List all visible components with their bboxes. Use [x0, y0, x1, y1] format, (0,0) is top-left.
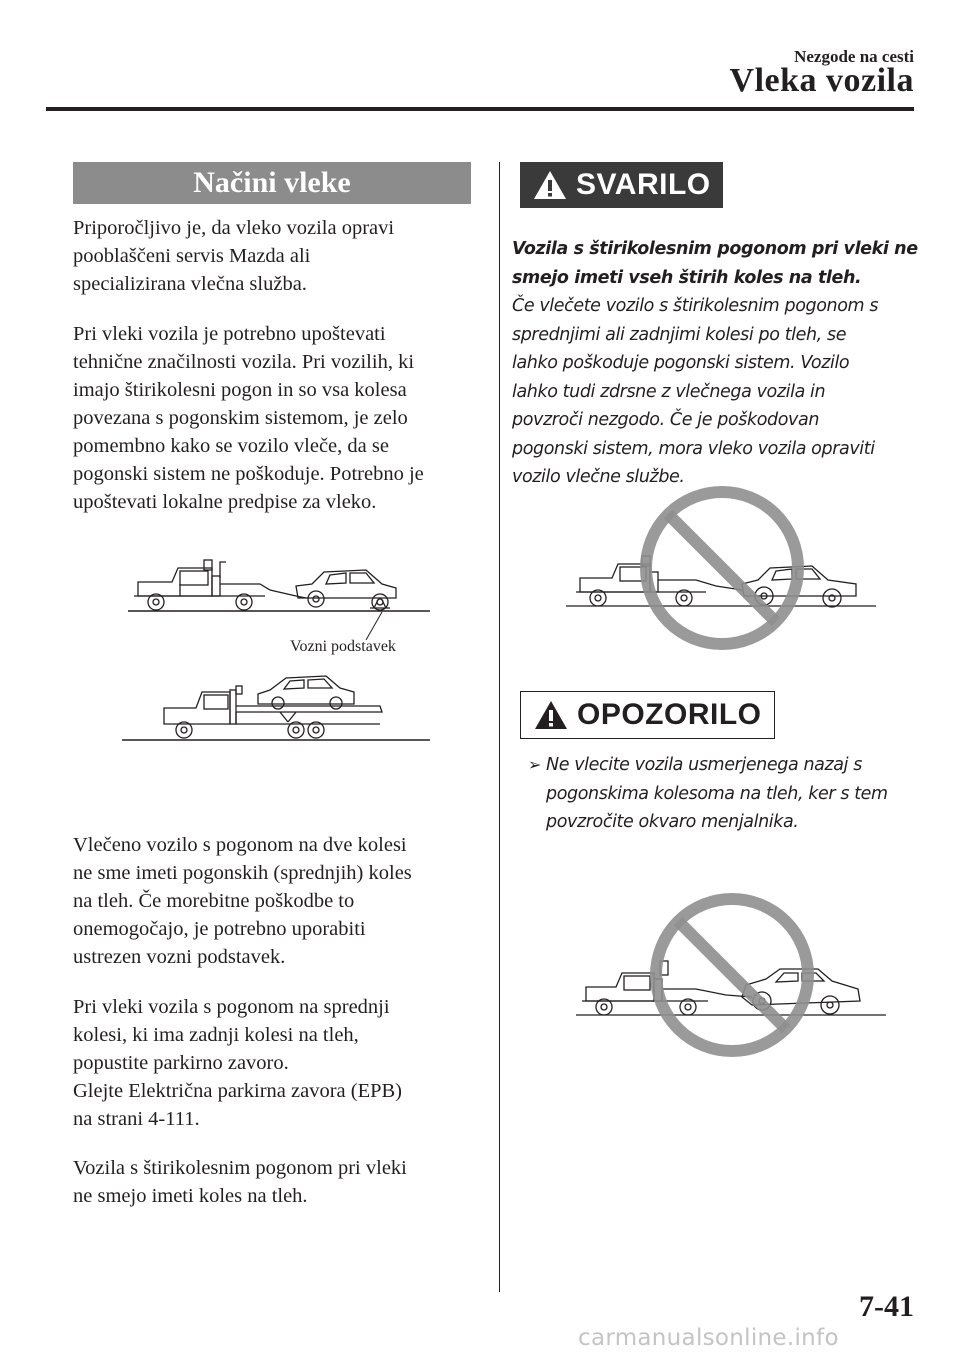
illustration-caption: Vozni podstavek: [290, 638, 396, 655]
chapter-label: Nezgode na cesti: [794, 47, 914, 66]
prohibited-tow-illustration-1: [566, 480, 878, 656]
caution-label: OPOZORILO: [577, 698, 762, 731]
caution-text: Ne vlecite vozila usmerjenega nazaj s pogonskima kolesoma na tleh, ker s tem povzročite okvaro menjalnika.: [546, 755, 888, 832]
warning-triangle-icon: [532, 169, 568, 201]
header-divider: [46, 107, 914, 111]
warning-body: Če vlečete vozilo s štirikolesnim pogonom s sprednjimi ali zadnjimi kolesi po tleh, se lahko poškoduje pogonski sistem. Vozilo lahko tudi zdrsne z vlečnega vozila in povzroči nezgodo. Če je poškodovan pogonski sistem, mora vleko vozila opraviti vozilo vlečne službe.: [512, 296, 879, 487]
flatbed-illustration: [120, 670, 432, 746]
paragraph-intro: Priporočljivo je, da vleko vozila opravi pooblaščeni servis Mazda ali specializirana vlečna služba.: [73, 217, 395, 295]
page-title: Vleka vozila: [729, 62, 914, 99]
page-number: 7-41: [859, 1290, 914, 1323]
paragraph-four-wheel: Vozila s štirikolesnim pogonom pri vleki ne smejo imeti koles na tleh.: [73, 1157, 407, 1207]
paragraph-two-wheel: Vlečeno vozilo s pogonom na dve kolesi ne sme imeti pogonskih (sprednjih) koles na tleh. Če morebitne poškodbe to onemogočajo, je potrebno uporabiti ustrezen vozni podstavek.: [73, 834, 412, 968]
caution-banner: [520, 691, 775, 739]
paragraph-technical: Pri vleki vozila je potrebno upoštevati tehnične značilnosti vozila. Pri vozilih, ki imajo štirikolesni pogon in so vsa kolesa povezana s pogonskim sistemom, je zelo pomembno kako se vozilo vleče, da se pogonski sistem ne poškoduje. Potrebno je upoštevati lokalne predpise za vleko.: [73, 323, 424, 513]
tow-dolly-illustration: [120, 548, 432, 648]
warning-label: SVARILO: [576, 168, 711, 201]
prohibited-sign-icon: [656, 899, 808, 1051]
warning-triangle-icon: [533, 699, 569, 731]
caution-bullet-item: [528, 751, 928, 837]
warning-banner: [520, 162, 723, 208]
bullet-arrow-icon: ➢: [528, 755, 542, 774]
section-heading: Načini vleke: [73, 162, 471, 204]
prohibited-tow-illustration-2: [576, 885, 888, 1061]
paragraph-parking-brake: Pri vleki vozila s pogonom na sprednji kolesi, ki ima zadnji kolesi na tleh, popustite parkirno zavoro. Glejte Električna parkirna zavora (EPB) na strani 4-111.: [73, 996, 402, 1130]
column-divider: [499, 162, 500, 1292]
watermark: carmanualsonline.info: [578, 1325, 839, 1351]
warning-heading: Vozila s štirikolesnim pogonom pri vleki ne smejo imeti vseh štirih koles na tleh.: [512, 239, 918, 288]
